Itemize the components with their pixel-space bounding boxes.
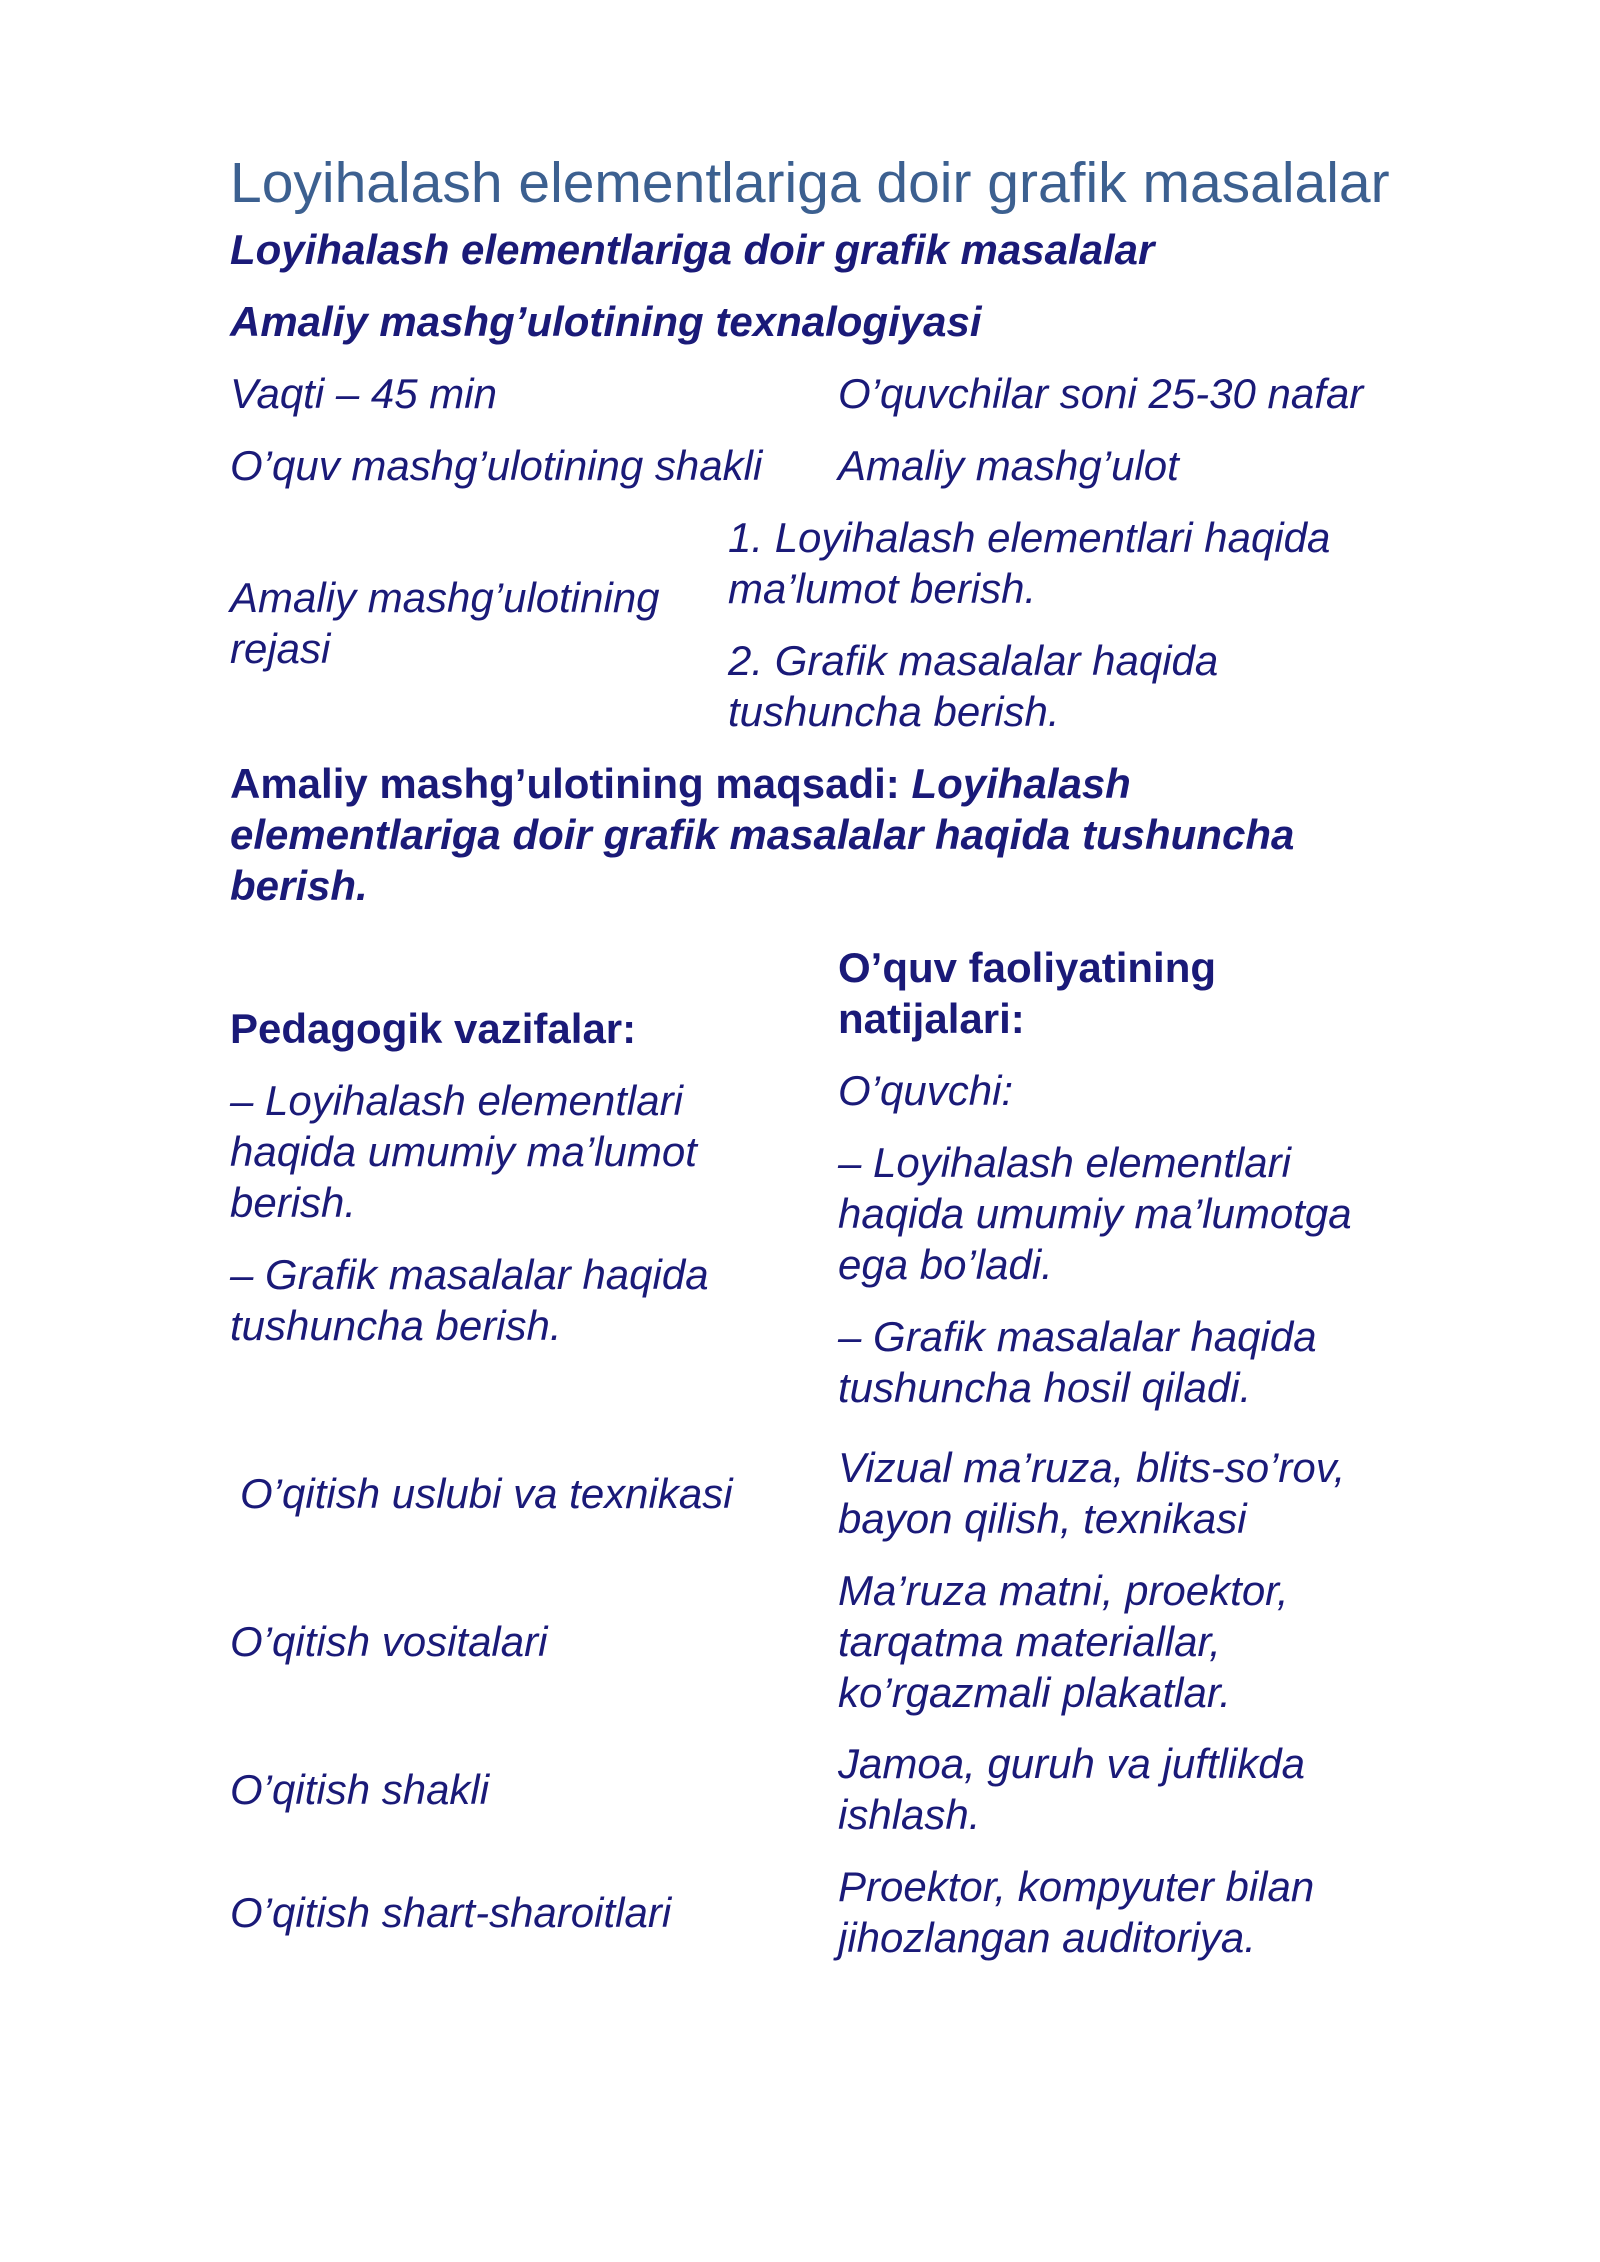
teaching-form-value: Jamoa, guruh va juftlikda ishlash. (838, 1740, 1305, 1838)
teaching-form-label: O’qitish shakli (230, 1766, 490, 1813)
lesson-form-label: O’quv mashg’ulotining shakli (230, 442, 763, 489)
technology-title: Amaliy mashg’ulotining texnalogiyasi (230, 298, 982, 345)
lesson-goal-text: Loyihalash elementlariga doir grafik masalalar haqida tushuncha berish. (230, 760, 1295, 909)
teaching-conditions-label: O’qitish shart-sharoitlari (230, 1889, 672, 1936)
teaching-method-value: Vizual ma’ruza, blits-so’rov, bayon qilish, texnikasi (838, 1444, 1346, 1542)
teaching-conditions-value: Proektor, kompyuter bilan jihozlangan auditoriya. (838, 1863, 1315, 1961)
learning-result-1: – Loyihalash elementlari haqida umumiy ma’lumotga ega bo’ladi. (838, 1139, 1352, 1288)
lesson-plan-item-2: 2. Grafik masalalar haqida tushuncha berish. (728, 637, 1219, 735)
learner-label: O’quvchi: (838, 1067, 1014, 1114)
lesson-goal-label: Amaliy mashg’ulotining maqsadi: (230, 760, 900, 807)
subtitle: Loyihalash elementlariga doir grafik masalalar (230, 226, 1155, 273)
lesson-plan-item-1: 1. Loyihalash elementlari haqida ma’lumot berish. (728, 514, 1331, 612)
lesson-form-value: Amaliy mashg’ulot (838, 442, 1179, 489)
time-text: Vaqti – 45 min (230, 370, 497, 417)
teaching-method-label: O’qitish uslubi va texnikasi (240, 1470, 733, 1517)
teaching-tools-value: Ma’ruza matni, proektor, tarqatma materiallar, ko’rgazmali plakatlar. (838, 1567, 1289, 1716)
teaching-tools-label: O’qitish vositalari (230, 1618, 548, 1665)
pedagogical-tasks-title: Pedagogik vazifalar: (230, 1005, 637, 1052)
lesson-plan-label: Amaliy mashg’ulotining rejasi (230, 574, 660, 672)
pedagogical-task-2: – Grafik masalalar haqida tushuncha berish. (230, 1251, 709, 1349)
learning-result-2: – Grafik masalalar haqida tushuncha hosil qiladi. (838, 1313, 1317, 1411)
lesson-goal (230, 758, 1410, 911)
learning-results-title: O’quv faoliyatining natijalari: (838, 944, 1217, 1042)
students-count-text: O’quvchilar soni 25-30 nafar (838, 370, 1364, 417)
page-title: Loyihalash elementlariga doir grafik masalalar (230, 151, 1390, 215)
pedagogical-task-1: – Loyihalash elementlari haqida umumiy ma’lumot berish. (230, 1077, 697, 1226)
